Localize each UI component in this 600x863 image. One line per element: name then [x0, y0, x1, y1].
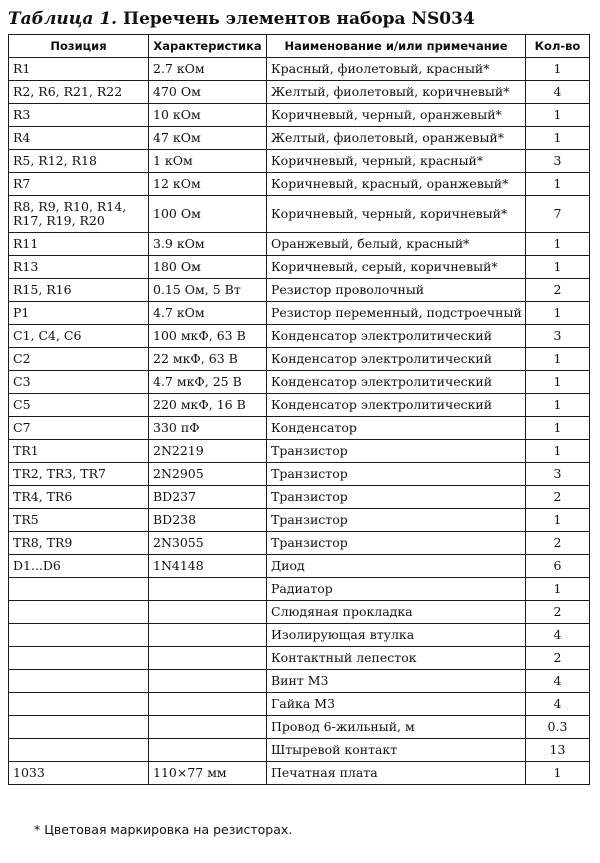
- cell-position: R15, R16: [9, 279, 149, 302]
- cell-qty: 1: [526, 417, 590, 440]
- cell-qty: 2: [526, 601, 590, 624]
- header-name: Наименование и/или примечание: [267, 35, 526, 58]
- cell-position: TR8, TR9: [9, 532, 149, 555]
- cell-spec: [149, 647, 267, 670]
- cell-spec: 0.15 Ом, 5 Вт: [149, 279, 267, 302]
- cell-spec: [149, 624, 267, 647]
- cell-name: Коричневый, черный, красный*: [267, 150, 526, 173]
- cell-qty: 4: [526, 81, 590, 104]
- cell-qty: 2: [526, 647, 590, 670]
- cell-position: [9, 601, 149, 624]
- cell-qty: 4: [526, 693, 590, 716]
- cell-name: Провод 6-жильный, м: [267, 716, 526, 739]
- cell-spec: BD238: [149, 509, 267, 532]
- cell-position: R5, R12, R18: [9, 150, 149, 173]
- table-caption-title: Перечень элементов набора NS034: [123, 9, 475, 29]
- cell-name: Конденсатор электролитический: [267, 394, 526, 417]
- cell-position: C3: [9, 371, 149, 394]
- header-position: Позиция: [9, 35, 149, 58]
- table-caption-lead: Таблица 1.: [8, 9, 118, 29]
- cell-position: TR1: [9, 440, 149, 463]
- cell-position: TR2, TR3, TR7: [9, 463, 149, 486]
- cell-name: Транзистор: [267, 532, 526, 555]
- cell-position: C2: [9, 348, 149, 371]
- cell-qty: 1: [526, 302, 590, 325]
- cell-spec: BD237: [149, 486, 267, 509]
- cell-position: R1: [9, 58, 149, 81]
- cell-spec: 180 Ом: [149, 256, 267, 279]
- cell-spec: [149, 578, 267, 601]
- cell-position: R4: [9, 127, 149, 150]
- cell-position: TR4, TR6: [9, 486, 149, 509]
- cell-position: C1, C4, C6: [9, 325, 149, 348]
- cell-qty: 1: [526, 509, 590, 532]
- cell-qty: 3: [526, 325, 590, 348]
- cell-name: Желтый, фиолетовый, оранжевый*: [267, 127, 526, 150]
- cell-qty: 2: [526, 486, 590, 509]
- cell-qty: 1: [526, 173, 590, 196]
- cell-position: [9, 739, 149, 762]
- cell-qty: 1: [526, 104, 590, 127]
- table-row: [9, 150, 590, 173]
- cell-spec: 470 Ом: [149, 81, 267, 104]
- cell-position: 1033: [9, 762, 149, 785]
- cell-name: Желтый, фиолетовый, коричневый*: [267, 81, 526, 104]
- table-row: [9, 647, 590, 670]
- cell-spec: 10 кОм: [149, 104, 267, 127]
- cell-spec: [149, 601, 267, 624]
- cell-name: Винт М3: [267, 670, 526, 693]
- cell-name: Слюдяная прокладка: [267, 601, 526, 624]
- table-header-row: [9, 35, 590, 58]
- table-row: [9, 762, 590, 785]
- table-row: [9, 196, 590, 233]
- cell-qty: 1: [526, 762, 590, 785]
- cell-name: Резистор переменный, подстроечный: [267, 302, 526, 325]
- cell-spec: 1N4148: [149, 555, 267, 578]
- table-row: [9, 279, 590, 302]
- cell-position: D1...D6: [9, 555, 149, 578]
- cell-qty: 1: [526, 58, 590, 81]
- cell-qty: 1: [526, 233, 590, 256]
- table-row: [9, 302, 590, 325]
- cell-spec: 2N2905: [149, 463, 267, 486]
- table-row: [9, 739, 590, 762]
- table-row: [9, 486, 590, 509]
- header-qty: Кол-во: [526, 35, 590, 58]
- cell-name: Контактный лепесток: [267, 647, 526, 670]
- table-row: [9, 58, 590, 81]
- cell-spec: [149, 739, 267, 762]
- cell-position: C7: [9, 417, 149, 440]
- cell-name: Коричневый, черный, оранжевый*: [267, 104, 526, 127]
- cell-spec: 2.7 кОм: [149, 58, 267, 81]
- cell-spec: 1 кОм: [149, 150, 267, 173]
- cell-position: [9, 578, 149, 601]
- cell-position: [9, 624, 149, 647]
- cell-name: Конденсатор электролитический: [267, 348, 526, 371]
- cell-position: [9, 670, 149, 693]
- cell-spec: 110×77 мм: [149, 762, 267, 785]
- cell-name: Резистор проволочный: [267, 279, 526, 302]
- cell-qty: 2: [526, 532, 590, 555]
- cell-qty: 13: [526, 739, 590, 762]
- table-row: [9, 325, 590, 348]
- cell-position: R2, R6, R21, R22: [9, 81, 149, 104]
- cell-qty: 1: [526, 440, 590, 463]
- cell-name: Коричневый, серый, коричневый*: [267, 256, 526, 279]
- table-body: [9, 58, 590, 785]
- cell-qty: 1: [526, 394, 590, 417]
- cell-name: Транзистор: [267, 463, 526, 486]
- cell-qty: 3: [526, 150, 590, 173]
- table-row: [9, 371, 590, 394]
- cell-position: TR5: [9, 509, 149, 532]
- cell-qty: 3: [526, 463, 590, 486]
- cell-qty: 1: [526, 256, 590, 279]
- cell-position: R7: [9, 173, 149, 196]
- table-caption: [8, 6, 593, 32]
- cell-name: Радиатор: [267, 578, 526, 601]
- cell-spec: 12 кОм: [149, 173, 267, 196]
- table-row: [9, 348, 590, 371]
- cell-position: R3: [9, 104, 149, 127]
- cell-spec: 2N3055: [149, 532, 267, 555]
- table-row: [9, 417, 590, 440]
- cell-name: Транзистор: [267, 440, 526, 463]
- cell-name: Штыревой контакт: [267, 739, 526, 762]
- header-spec: Характеристика: [149, 35, 267, 58]
- cell-spec: [149, 716, 267, 739]
- cell-position: [9, 693, 149, 716]
- cell-name: Гайка М3: [267, 693, 526, 716]
- cell-name: Коричневый, черный, коричневый*: [267, 196, 526, 233]
- table-row: [9, 693, 590, 716]
- parts-table: [8, 34, 590, 785]
- cell-qty: 6: [526, 555, 590, 578]
- cell-qty: 1: [526, 578, 590, 601]
- cell-spec: 4.7 кОм: [149, 302, 267, 325]
- table-row: [9, 578, 590, 601]
- cell-name: Конденсатор: [267, 417, 526, 440]
- cell-qty: 1: [526, 348, 590, 371]
- cell-name: Печатная плата: [267, 762, 526, 785]
- table-row: [9, 509, 590, 532]
- table-row: [9, 173, 590, 196]
- cell-name: Красный, фиолетовый, красный*: [267, 58, 526, 81]
- cell-qty: 1: [526, 127, 590, 150]
- cell-spec: 2N2219: [149, 440, 267, 463]
- cell-position: R11: [9, 233, 149, 256]
- cell-name: Изолирующая втулка: [267, 624, 526, 647]
- cell-qty: 1: [526, 371, 590, 394]
- cell-name: Оранжевый, белый, красный*: [267, 233, 526, 256]
- table-row: [9, 81, 590, 104]
- cell-spec: 3.9 кОм: [149, 233, 267, 256]
- cell-position: [9, 716, 149, 739]
- cell-qty: 4: [526, 624, 590, 647]
- cell-spec: 100 Ом: [149, 196, 267, 233]
- cell-position: [9, 647, 149, 670]
- cell-position: P1: [9, 302, 149, 325]
- cell-qty: 2: [526, 279, 590, 302]
- cell-position: R13: [9, 256, 149, 279]
- table-row: [9, 233, 590, 256]
- cell-position: R8, R9, R10, R14, R17, R19, R20: [9, 196, 149, 233]
- table-row: [9, 104, 590, 127]
- cell-name: Транзистор: [267, 509, 526, 532]
- cell-name: Транзистор: [267, 486, 526, 509]
- cell-spec: 47 кОм: [149, 127, 267, 150]
- cell-name: Конденсатор электролитический: [267, 325, 526, 348]
- cell-spec: [149, 693, 267, 716]
- cell-name: Конденсатор электролитический: [267, 371, 526, 394]
- cell-spec: 4.7 мкФ, 25 В: [149, 371, 267, 394]
- cell-spec: 100 мкФ, 63 В: [149, 325, 267, 348]
- cell-name: Коричневый, красный, оранжевый*: [267, 173, 526, 196]
- table-row: [9, 601, 590, 624]
- cell-spec: [149, 670, 267, 693]
- cell-qty: 7: [526, 196, 590, 233]
- cell-qty: 0.3: [526, 716, 590, 739]
- footnote: * Цветовая маркировка на резисторах.: [34, 822, 293, 837]
- cell-spec: 330 пФ: [149, 417, 267, 440]
- table-row: [9, 555, 590, 578]
- table-row: [9, 624, 590, 647]
- cell-spec: 22 мкФ, 63 В: [149, 348, 267, 371]
- table-row: [9, 716, 590, 739]
- table-row: [9, 670, 590, 693]
- cell-qty: 4: [526, 670, 590, 693]
- cell-name: Диод: [267, 555, 526, 578]
- table-row: [9, 127, 590, 150]
- cell-spec: 220 мкФ, 16 В: [149, 394, 267, 417]
- cell-position: C5: [9, 394, 149, 417]
- table-row: [9, 463, 590, 486]
- table-row: [9, 440, 590, 463]
- table-row: [9, 256, 590, 279]
- table-row: [9, 394, 590, 417]
- table-row: [9, 532, 590, 555]
